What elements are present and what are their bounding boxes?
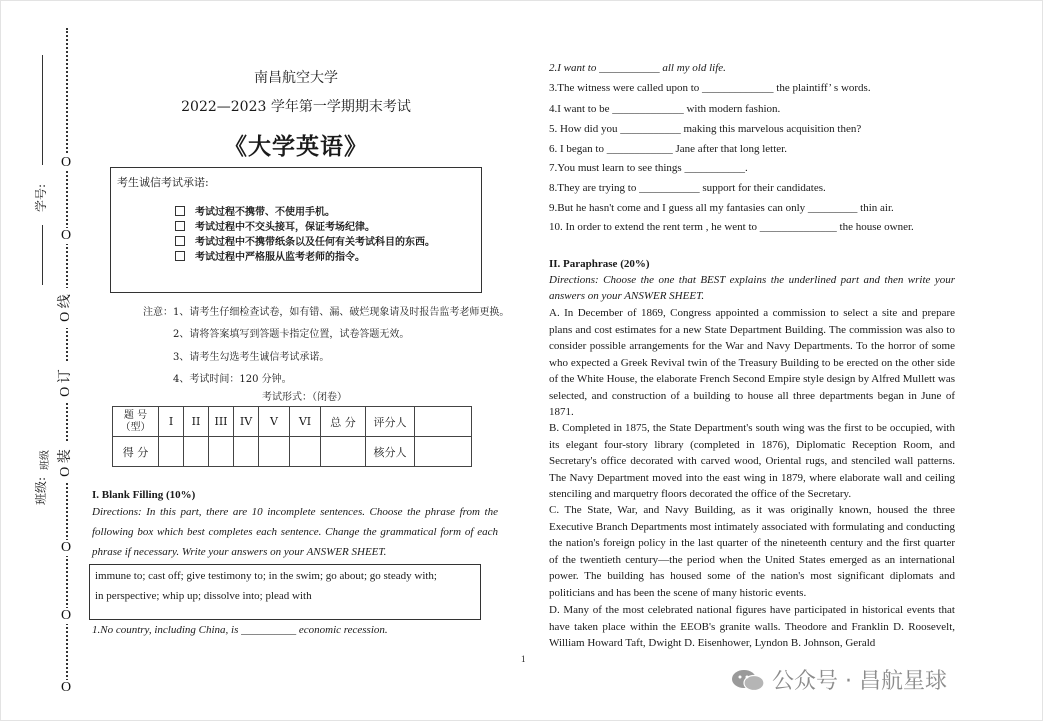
binding-dotted-line <box>66 28 68 692</box>
student-id-underline <box>42 55 43 165</box>
table-cell[interactable] <box>259 437 290 467</box>
table-cell[interactable] <box>290 437 321 467</box>
university-name: 南昌航空大学 <box>254 70 338 86</box>
question-item: 4.I want to be _____________ with modern fashion. <box>549 103 781 115</box>
checkbox-icon[interactable] <box>175 221 185 231</box>
semester-title: 2022—2023 学年第一学期期末考试 <box>181 99 411 115</box>
table-cell[interactable] <box>415 437 472 467</box>
table-row-label: 得 分 <box>113 437 159 467</box>
question-item: 10. In order to extend the rent term , he went to ______________ the house owner. <box>549 221 914 233</box>
section2-title: II. Paraphrase (20%) <box>549 258 650 270</box>
class-label-small: 班级 <box>40 450 51 470</box>
phrase-line: immune to; cast off; give testimony to; in the swim; go about; go steady with; <box>95 570 437 582</box>
question-item: 2.I want to ___________ all my old life. <box>549 62 726 74</box>
pledge-item[interactable]: 考试过程中不交头接耳，保证考场纪律。 <box>175 218 375 233</box>
question-item: 6. I began to ____________ Jane after that long letter. <box>549 143 787 155</box>
table-cell[interactable] <box>321 437 366 467</box>
section2-directions: Directions: Choose the one that BEST explains the underlined part and then write your answers on your ANSWER SHEET. <box>549 274 955 302</box>
paragraph-d: D. Many of the most celebrated national figures have participated in historical events that have taken place within the EEOB's granite walls. Theodore and Franklin D. Roosevelt, William Howard Taft, Dwight D. Eisenhower, Lyndon B. Johnson, Gerald <box>549 604 955 649</box>
binding-mark: O <box>58 608 74 624</box>
table-header-cell: IV <box>234 407 259 437</box>
binding-mark-bind: O 装 <box>58 443 74 483</box>
table-header-cell: III <box>209 407 234 437</box>
table-header-cell: VI <box>290 407 321 437</box>
wechat-icon <box>730 668 766 692</box>
checkbox-icon[interactable] <box>175 236 185 246</box>
question-item: 9.But he hasn't come and I guess all my fantasies can only _________ thin air. <box>549 202 894 214</box>
exam-form: 考试形式：（闭卷） <box>262 392 347 403</box>
notice-line: 注意：1、请考生仔细检查试卷，如有错、漏、破烂现象请及时报告监考老师更换。 <box>143 307 510 318</box>
score-table <box>112 406 472 467</box>
paragraph-a: A. In December of 1869, Congress appointed a commission to select a site and prepare plans and cost estimates for a new State Department Building. The commission was also to consider possible arrangements for the War and Navy Departments. To the horror of some who expected a Greek Revival twin of the Treasury Building to be erected on the other side of the White House, the elaborate French Second Empire style design by Alfred Mullett was selected, and construction of a building to house all three departments began in June of 1871. <box>549 307 955 418</box>
table-cell[interactable] <box>234 437 259 467</box>
table-cell[interactable] <box>209 437 234 467</box>
notice-line: 4、考试时间：120 分钟。 <box>173 374 292 385</box>
binding-mark: O <box>58 155 74 171</box>
phrase-box <box>89 564 481 620</box>
section1-title: I. Blank Filling (10%) <box>92 489 196 501</box>
student-id-underline-2 <box>42 225 43 285</box>
question-1: 1.No country, including China, is __________ economic recession. <box>92 624 388 636</box>
notice-line: 3、请考生勾选考生诚信考试承诺。 <box>173 352 330 363</box>
pledge-box <box>110 167 482 293</box>
table-header-cell: I <box>159 407 184 437</box>
watermark-text: 公众号 · 昌航星球 <box>772 669 947 694</box>
binding-mark-line: O 线 <box>58 288 74 328</box>
paragraph-c: C. The State, War, and Navy Building, as it was originally known, housed the three Executive Branch Departments most intimately associated with formulating and conducting the nation's foreign policy in the last quarter of the nineteenth century and the first quarter of the twentieth century—the period when the United States emerged as an international power. The building has housed some of the nation's most significant diplomats and politicians and has been the scene of many historic events. <box>549 504 955 599</box>
question-item: 3.The witness were called upon to _____________ the plaintiff’ s words. <box>549 82 871 94</box>
pledge-item[interactable]: 考试过程不携带、不使用手机。 <box>175 203 335 218</box>
table-header-cell: 总 分 <box>321 407 366 437</box>
pledge-item[interactable]: 考试过程中严格服从监考老师的指令。 <box>175 248 365 263</box>
pledge-title: 考生诚信考试承诺: <box>117 176 209 189</box>
table-header-cell: 题 号（型） <box>113 407 159 437</box>
question-item: 8.They are trying to ___________ support for their candidates. <box>549 182 826 194</box>
question-item: 7.You must learn to see things ___________. <box>549 162 748 174</box>
table-header-cell: 评分人 <box>366 407 415 437</box>
table-cell[interactable] <box>184 437 209 467</box>
section1-directions: Directions: In this part, there are 10 incomplete sentences. Choose the phrase from the following box which best completes each sentence. Change the grammatical form of each phrase if necessary. Write your answers on your ANSWER SHEET. <box>92 506 498 558</box>
notice-line: 2、请将答案填写到答题卡指定位置，试卷答题无效。 <box>173 329 410 340</box>
table-header-cell: 核分人 <box>366 437 415 467</box>
binding-mark: O <box>58 680 74 696</box>
table-row <box>113 437 472 467</box>
binding-mark-order: O 订 <box>58 363 74 403</box>
table-header-cell: II <box>184 407 209 437</box>
table-cell[interactable] <box>415 407 472 437</box>
class-label: 班级: <box>34 476 48 505</box>
table-row <box>113 407 472 437</box>
table-cell[interactable] <box>159 437 184 467</box>
binding-mark: O <box>58 540 74 556</box>
student-id-label: 学号: <box>34 183 48 212</box>
phrase-line: in perspective; whip up; dissolve into; plead with <box>95 590 312 602</box>
course-title: 《大学英语》 <box>224 133 368 160</box>
paragraph-b: B. Completed in 1875, the State Department's south wing was the first to be occupied, with its elegant four-story library (completed in 1876), Diplomatic Reception Room, and Secretary's office decorated with carved wood, Oriental rugs, and stenciled wall patterns. The Navy Department moved into the east wing in 1879, where elaborate wall and ceiling stenciling and marquetry floors decorated the office of the Secretary. <box>549 422 955 500</box>
table-header-cell: V <box>259 407 290 437</box>
page-number: 1 <box>521 654 526 664</box>
pledge-item[interactable]: 考试过程中不携带纸条以及任何有关考试科目的东西。 <box>175 233 435 248</box>
checkbox-icon[interactable] <box>175 251 185 261</box>
question-item: 5. How did you ___________ making this marvelous acquisition then? <box>549 123 862 135</box>
binding-mark: O <box>58 228 74 244</box>
checkbox-icon[interactable] <box>175 206 185 216</box>
